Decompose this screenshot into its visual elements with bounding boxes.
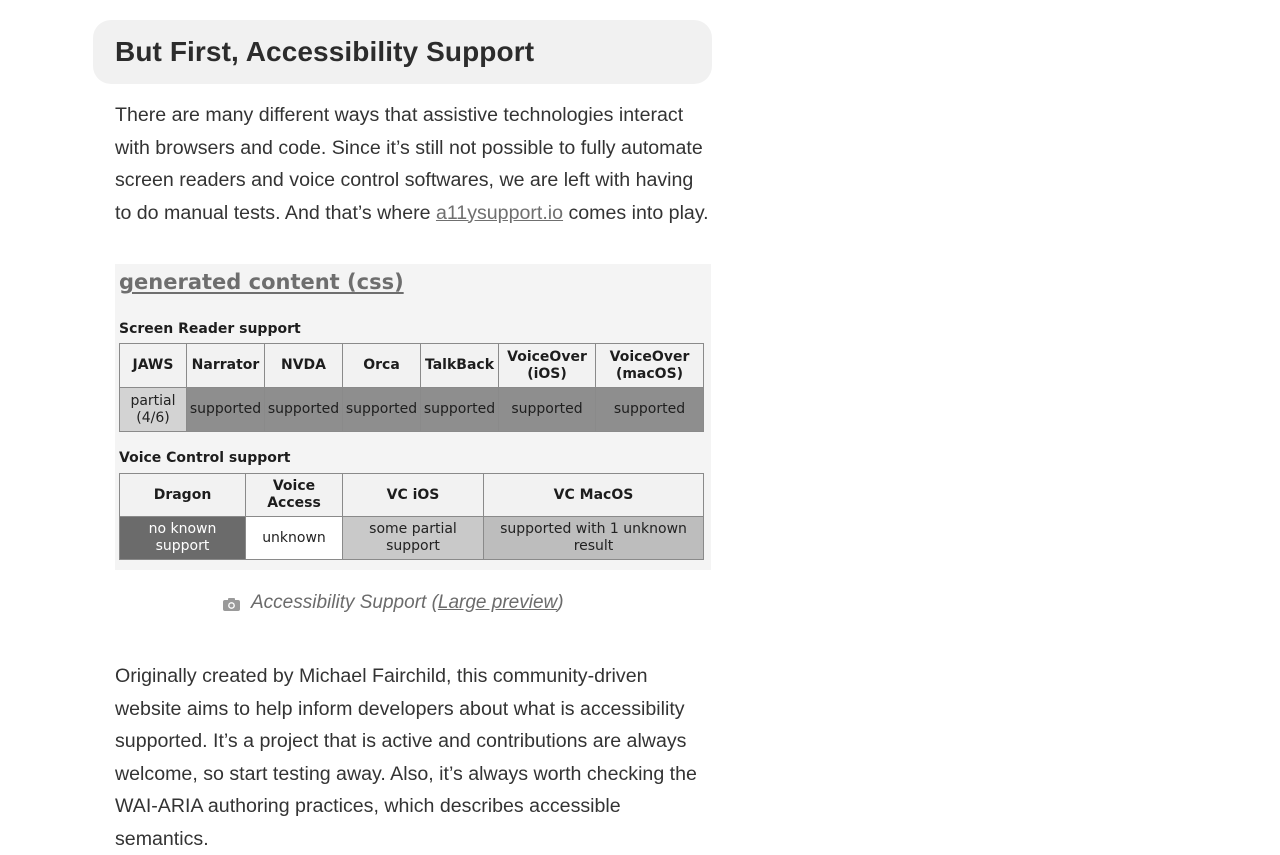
voice-control-table: [119, 473, 704, 560]
voice-control-header-row: [120, 474, 704, 517]
sr-value-orca: supported: [343, 388, 421, 432]
caption-text-wrap: [251, 592, 564, 614]
vc-value-vc-macos: supported with 1 unknown result: [484, 517, 704, 560]
screen-reader-table: [119, 343, 704, 432]
screen-reader-value-row: [120, 388, 704, 432]
sr-value-narrator: supported: [187, 388, 265, 432]
screen-reader-header-row: [120, 344, 704, 388]
intro-paragraph: [115, 99, 715, 229]
caption-close-paren: ): [557, 592, 564, 613]
vc-header-vc-ios: VC iOS: [343, 474, 484, 517]
a11ysupport-link[interactable]: a11ysupport.io: [435, 201, 564, 224]
caption-open-paren: (: [431, 592, 438, 613]
vc-value-vc-ios: some partial support: [343, 517, 484, 560]
sr-header-nvda: NVDA: [265, 344, 343, 388]
vc-value-voice-access: unknown: [246, 517, 343, 560]
body-paragraph: Originally created by Michael Fairchild, this community-driven website aims to help inform developers about what is accessibility supported. It’s a project that is active and contributions are always welcome, so start testing away. Also, it’s always worth checking the WAI-ARIA authoring practices, which describes accessible semantics.: [115, 665, 697, 850]
sr-value-jaws: partial (4/6): [120, 388, 187, 432]
intro-text-before-link: There are many different ways that assistive technologies interact with browsers and code. Since it’s still not possible to fully automate screen readers and voice control softwares, we are left with having to do manual tests. And that’s where: [115, 104, 703, 224]
figure-title: generated content (css): [119, 270, 404, 294]
vc-header-dragon: Dragon: [120, 474, 246, 517]
sr-value-nvda: supported: [265, 388, 343, 432]
sr-header-jaws: JAWS: [120, 344, 187, 388]
vc-value-dragon: no known support: [120, 517, 246, 560]
camera-icon: [222, 596, 241, 611]
accessibility-support-image[interactable]: [115, 264, 711, 570]
sr-header-voiceover-macos: VoiceOver (macOS): [596, 344, 704, 388]
voice-control-value-row: [120, 517, 704, 560]
sr-value-voiceover-ios: supported: [499, 388, 596, 432]
sr-header-orca: Orca: [343, 344, 421, 388]
intro-text-after-link: comes into play.: [563, 201, 709, 224]
caption-text: Accessibility Support: [251, 592, 427, 613]
vc-header-voice-access: Voice Access: [246, 474, 343, 517]
sr-header-narrator: Narrator: [187, 344, 265, 388]
sr-header-talkback: TalkBack: [421, 344, 499, 388]
vc-header-vc-macos: VC MacOS: [484, 474, 704, 517]
large-preview-link[interactable]: Large preview: [437, 592, 558, 613]
section-heading: But First, Accessibility Support: [115, 36, 535, 67]
sr-value-talkback: supported: [421, 388, 499, 432]
sr-value-voiceover-macos: supported: [596, 388, 704, 432]
screen-reader-label: Screen Reader support: [119, 321, 301, 337]
figure-caption: [222, 592, 564, 614]
sr-header-voiceover-ios: VoiceOver (iOS): [499, 344, 596, 388]
voice-control-label: Voice Control support: [119, 450, 291, 466]
section-heading-box: [93, 20, 712, 84]
